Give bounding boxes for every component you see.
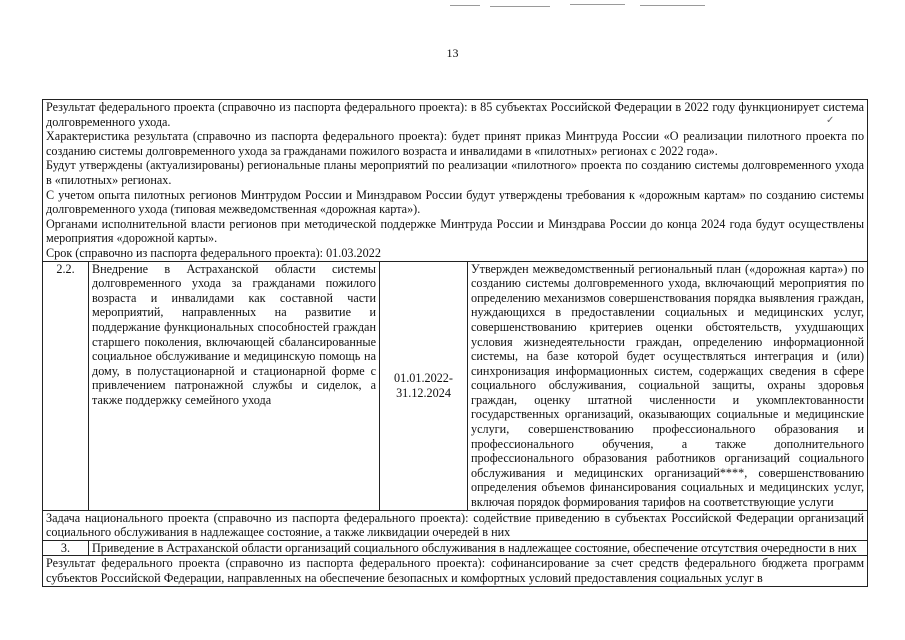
project-table [42, 99, 868, 587]
row-period: 01.01.2022-31.12.2024 [380, 261, 468, 510]
result-line: С учетом опыта пилотных регионов Минтрудом России и Минздравом России будут утверждены требования к «дорожным картам» по созданию системы долговременного ухода (типовая межведомственная «дорожная карта»). [46, 187, 865, 217]
result-block-row [43, 100, 868, 262]
result-deadline: Срок (справочно из паспорта федерального проекта): 01.03.2022 [46, 245, 381, 260]
result-block-2: Результат федерального проекта (справочно из паспорта федерального проекта): софинансирование за счет средств федерального бюджета программ субъектов Российской Федерации, направленных на обеспечение безопасных и комфортных условий предоставления социальных услуг в [43, 556, 868, 586]
table-row-3 [43, 540, 868, 556]
scan-mark: ✓ [826, 115, 835, 126]
task-block: Задача национального проекта (справочно из паспорта федерального проекта): содействие приведению в субъектах Российской Федерации организаций социального обслуживания в надлежащее состояние, а также ликвидации очередей в них [43, 510, 868, 540]
page-number: 13 [446, 46, 459, 60]
row-result: Утвержден межведомственный региональный план («дорожная карта») по созданию системы долговременного ухода, включающий мероприятия по определению механизмов совершенствования порядка выявления граждан, нуждающихся в предоставлении социальных и медицинских услуг, совершенствованию критериев оценки обстоятельств, ухудшающих условия жизнедеятельности граждан, определению информационной системы, на базе которой будет осуществляться интеграция и (или) синхронизация информационных систем, содержащих сведения в сфере социального обслуживания, социальной защиты, охраны здоровья граждан, оценку штатной численности и укомплектованности государственных организаций, оказывающих социальные и медицинские услуги, совершенствованию профессионального образования и профессионального обучения, а также дополнительного профессионального образования работников организаций социального обслуживания и медицинских организаций****, совершенствованию определения объемов финансирования социальных и медицинских услуг, включая порядок формирования тарифов на соответствующие услуги [468, 261, 868, 510]
result-block [43, 100, 868, 262]
scan-artifact-marks [450, 2, 710, 10]
result-line: Результат федерального проекта (справочно из паспорта федерального проекта): в 85 субъектах Российской Федерации в 2022 году функционирует система долговременного ухода. [46, 100, 865, 129]
row-description: Приведение в Астраханской области организаций социального обслуживания в надлежащее состояние, обеспечение отсутствия очередности в них [89, 540, 868, 556]
result-line: Органами исполнительной власти регионов при методической поддержке Минтруда России и Минздрава России до конца 2024 года будут осуществлены мероприятия «дорожной карты». [46, 216, 865, 246]
row-description: Внедрение в Астраханской области системы долговременного ухода за гражданами пожилого возраста и инвалидами как составной части мероприятий, направленных на развитие и поддержание функциональных способностей граждан старшего поколения, включающей сбалансированные социальное обслуживание и медицинскую помощь на дому, в полустационарной и стационарной форме с привлечением патронажной службы и сиделок, а также поддержку семейного ухода [89, 261, 380, 510]
result-block-2-row [43, 556, 868, 586]
row-number: 2.2. [43, 261, 89, 510]
result-characteristic: Характеристика результата (справочно из паспорта федерального проекта): будет принят приказ Минтруда России «О реализации пилотного проекта по созданию системы долговременного ухода за гражданами пожилого возраста и инвалидами в «пилотных» регионах с 2022 года». [46, 129, 865, 158]
result-line: Будут утверждены (актуализированы) региональные планы мероприятий по реализации «пилотного» проекта по созданию системы долговременного ухода в «пилотных» регионах. [46, 158, 865, 187]
task-block-row [43, 510, 868, 540]
row-number: 3. [43, 540, 89, 556]
table-row-2-2 [43, 261, 868, 510]
